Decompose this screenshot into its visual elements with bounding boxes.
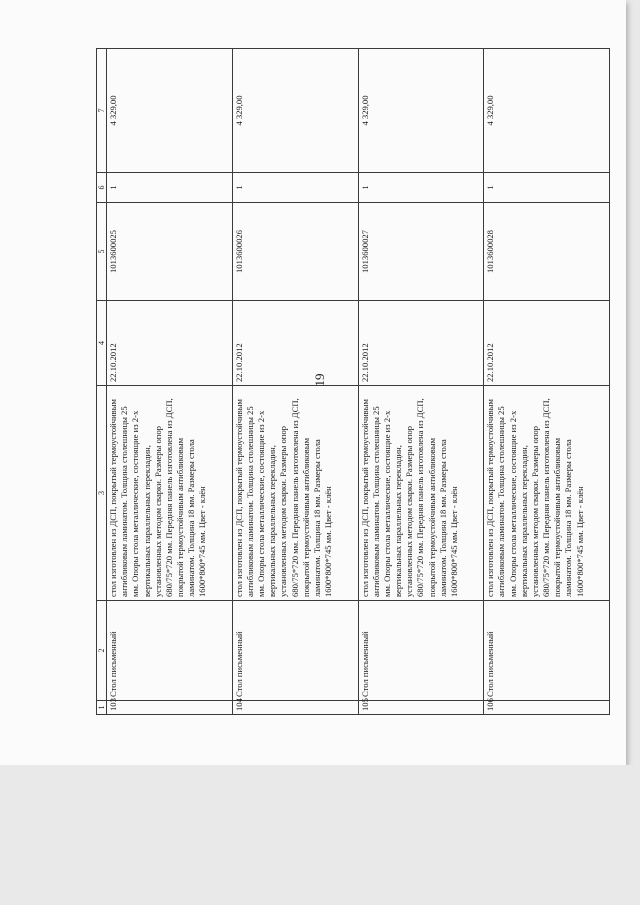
header-cell: 7 (97, 49, 107, 173)
inventory-table (96, 48, 610, 715)
item-quantity: 1 (232, 173, 358, 203)
rotated-table-container (96, 49, 610, 715)
header-cell: 6 (97, 173, 107, 203)
table-row (107, 49, 233, 715)
item-name: Стол письменный (107, 601, 233, 701)
item-name: Стол письменный (484, 601, 610, 701)
row-number: 106 (484, 701, 610, 715)
item-description: стол изготовлен из ДСП, покрытый термоустойчивым антибликовым ламинатом. Толщина столешницы 25 мм. Опоры стола металлические, состоящие из 2-х вертикальных параллельных перекладин, установленных методом сварки. Размеры опор 680/75*720 мм. Передняя панель изготовлена из ДСП, покрытой термоустойчивым антибликовым ламинатом. Толщина 18 мм. Размеры стола 1600*800*745 мм. Цвет - клён (232, 386, 358, 601)
column-number-row (97, 49, 107, 715)
item-price: 4 329,00 (358, 49, 484, 173)
table-row (232, 49, 358, 715)
background-area (0, 765, 640, 905)
item-price: 4 329,00 (484, 49, 610, 173)
item-quantity: 1 (484, 173, 610, 203)
inventory-number: 1013600027 (358, 203, 484, 301)
row-number: 103 (107, 701, 233, 715)
item-quantity: 1 (358, 173, 484, 203)
item-description: стол изготовлен из ДСП, покрытый термоустойчивым антибликовым ламинатом. Толщина столешницы 25 мм. Опоры стола металлические, состоящие из 2-х вертикальных параллельных перекладин, установленных методом сварки. Размеры опор 680/75*720 мм. Передняя панель изготовлена из ДСП, покрытой термоустойчивым антибликовым ламинатом. Толщина 18 мм. Размеры стола 1600*800*745 мм. Цвет - клён (358, 386, 484, 601)
item-description: стол изготовлен из ДСП, покрытый термоустойчивым антибликовым ламинатом. Толщина столешницы 25 мм. Опоры стола металлические, состоящие из 2-х вертикальных параллельных перекладин, установленных методом сварки. Размеры опор 680/75*720 мм. Передняя панель изготовлена из ДСП, покрытой термоустойчивым антибликовым ламинатом. Толщина 18 мм. Размеры стола 1600*800*745 мм. Цвет - клён (484, 386, 610, 601)
row-number: 104 (232, 701, 358, 715)
item-name: Стол письменный (358, 601, 484, 701)
header-cell: 5 (97, 203, 107, 301)
header-cell: 3 (97, 386, 107, 601)
header-cell: 1 (97, 701, 107, 715)
header-cell: 4 (97, 301, 107, 386)
page-number: 19 (312, 373, 327, 387)
row-number: 105 (358, 701, 484, 715)
table-row (484, 49, 610, 715)
item-date: 22.10.2012 (484, 301, 610, 386)
inventory-number: 1013600026 (232, 203, 358, 301)
table-row (358, 49, 484, 715)
item-quantity: 1 (107, 173, 233, 203)
item-description: стол изготовлен из ДСП, покрытый термоустойчивым антибликовым ламинатом. Толщина столешницы 25 мм. Опоры стола металлические, состоящие из 2-х вертикальных параллельных перекладин, установленных методом сварки. Размеры опор 680/75*720 мм. Передняя панель изготовлена из ДСП, покрытой термоустойчивым антибликовым ламинатом. Толщина 18 мм. Размеры стола 1600*800*745 мм. Цвет - клён (107, 386, 233, 601)
inventory-number: 1013600028 (484, 203, 610, 301)
item-date: 22.10.2012 (358, 301, 484, 386)
item-price: 4 329,00 (232, 49, 358, 173)
header-cell: 2 (97, 601, 107, 701)
item-name: Стол письменный (232, 601, 358, 701)
inventory-number: 1013600025 (107, 203, 233, 301)
item-date: 22.10.2012 (107, 301, 233, 386)
item-date: 22.10.2012 (232, 301, 358, 386)
item-price: 4 329,00 (107, 49, 233, 173)
